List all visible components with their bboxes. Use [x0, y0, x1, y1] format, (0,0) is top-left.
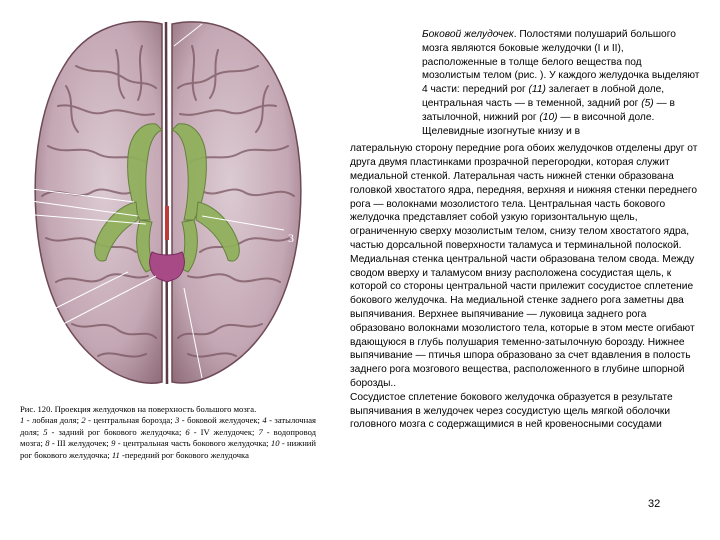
label-3: 3	[288, 231, 294, 245]
caption-item-text: - затылочная доля;	[20, 415, 316, 437]
text-run: — в височной доле. Щелевидные изогнутые книзу и в	[422, 111, 655, 137]
caption-item-num: 7	[258, 426, 263, 437]
caption-item-num: 5	[43, 426, 48, 437]
label-1: 1	[202, 14, 207, 25]
caption-item-text: -передний рог бокового желудочка	[119, 449, 249, 460]
caption-item-num: 11	[111, 449, 120, 460]
cerebral-aqueduct	[165, 206, 169, 240]
caption-item-text: - IV желудочек;	[189, 426, 259, 437]
caption-item-text: - задний рог бокового желудочка;	[47, 426, 186, 437]
page-number: 32	[648, 498, 661, 510]
text-run: залегает в лобной доле, центральная часть — в теменной, задний рог	[422, 84, 665, 109]
caption-item-text: - III желудочек;	[49, 438, 112, 449]
label-10: 10	[12, 100, 21, 110]
caption-item-num: 3	[175, 415, 180, 426]
paragraph-choroid-plexus: Сосудистое сплетение бокового желудочка образуется в результате выпячивания в желудочек через сосудистую щель мягкой оболочки головного мозга с содержащимися в ней кровеносными сосудами	[350, 391, 673, 431]
caption-item-num: 6	[185, 426, 190, 437]
brain-illustration	[6, 6, 328, 396]
section-term: Боковой желудочек	[422, 29, 514, 40]
text-ref: (5)	[641, 97, 654, 109]
text-ref: (10)	[539, 111, 558, 123]
label-4: 4	[204, 380, 209, 391]
label-5: 5	[32, 306, 37, 317]
label-11: 11	[40, 67, 52, 81]
caption-item-text: - нижний рог бокового желудочка;	[20, 438, 316, 460]
label-6: 6	[36, 332, 41, 343]
brain-ventricles-figure	[6, 6, 328, 396]
caption-item-num: 1	[20, 415, 25, 426]
text-run: — в затылочной, нижний рог	[422, 97, 675, 123]
caption-title: Рис. 120. Проекция желудочков на поверхность большого мозга.	[20, 404, 257, 414]
text-run: . Полостями полушарий большого мозга являются боковые желудочки (I и II), расположенные в толще белого вещества под мозолистым телом (рис. ). У каждого желудочка выделяют 4 части: передний рог	[422, 29, 700, 96]
caption-item-num: 4	[262, 415, 267, 426]
caption-item-text: - боковой желудочек;	[179, 415, 263, 426]
caption-item-text: - лобная доля;	[24, 415, 82, 426]
label-7: 7	[22, 237, 28, 251]
text-ref: (11)	[528, 84, 546, 96]
figure-caption	[20, 404, 316, 461]
longitudinal-fissure	[166, 22, 167, 384]
paragraph-body: латеральную сторону передние рога обоих желудочков отделены друг от друга двумя пластинками прозрачной перегородки, которая служит медиальной стенкой. Латеральная часть нижней стенки образована головкой хвостатого ядра, передняя, верхняя и нижняя стенки переднего рога — волокнами мозолистого тела. Центральная часть бокового желудочка представляет собой узкую горизонтальную щель, ограниченную сверху мозолистым телом, снизу телом хвостатого ядра, частью дорсальной поверхности таламуса и терминальной полоской. Медиальная стенка центральной части образована телом свода. Между сводом вверху и таламусом внизу расположена сосудистая щель, к которой со стороны центральной части прилежит сосудистое сплетение бокового желудочка. На медиальной стенке заднего рога заметны два выпячивания. Верхнее выпячивание — луковица заднего рога образовано волокнами мозолистого тела, которые в этом месте огибают вдающуюся в глубь полушария теменно-затылочную борозду. Нижнее выпячивание — птичья шпора образовано за счет вдавления в полость заднего рога мозгового вещества, расположенного в глубине шпорной борозды..	[350, 143, 698, 389]
label-8: 8	[16, 204, 21, 215]
caption-item-text: - водопровод мозга;	[20, 426, 316, 449]
caption-item-num: 8	[45, 438, 50, 449]
paragraph-intro	[350, 28, 702, 138]
caption-item-text: - центральная борозда;	[85, 415, 176, 426]
body-text	[350, 28, 702, 432]
caption-item-text: - центральная часть бокового желудочка;	[115, 438, 271, 449]
label-2: 2	[16, 178, 21, 189]
caption-item-num: 9	[111, 438, 116, 449]
label-9: 9	[16, 190, 21, 201]
caption-item-num: 10	[270, 438, 280, 449]
caption-item-num: 2	[81, 415, 86, 426]
